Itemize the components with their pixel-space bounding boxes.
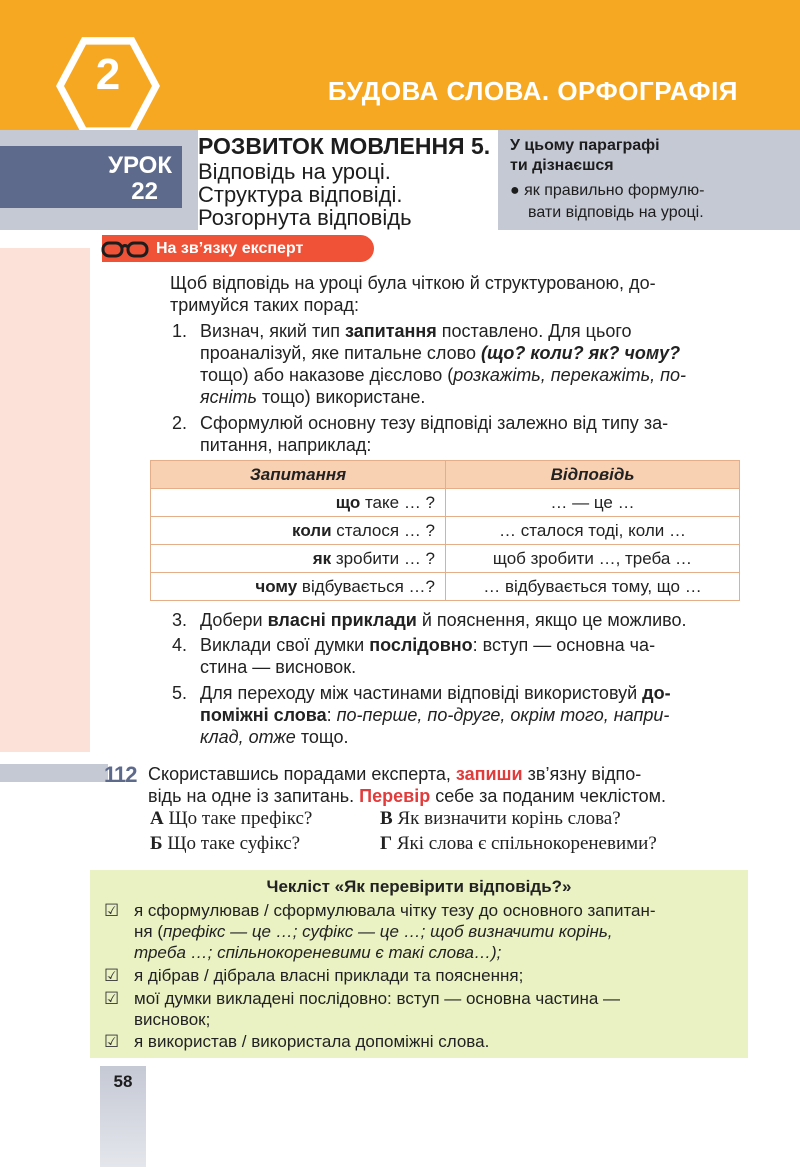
tip-2-line2: питання, наприклад: bbox=[200, 435, 372, 455]
checkbox-icon: ☑ bbox=[104, 901, 120, 921]
tip-1-line3: тощо) або наказове дієслово (розкажіть, перекажіть, по- bbox=[200, 365, 686, 385]
page-number: 58 bbox=[113, 1072, 133, 1091]
chapter-title: БУДОВА СЛОВА. ОРФОГРАФІЯ bbox=[327, 76, 738, 106]
chapter-number: 2 bbox=[95, 50, 121, 99]
table-cell-question: як зробити … ? bbox=[151, 545, 446, 573]
tip-2-line1: Сформулюй основну тезу відповіді залежно від типу за- bbox=[200, 413, 669, 433]
table-row bbox=[151, 517, 740, 545]
lesson-subtitle-1: Відповідь на уроці. bbox=[198, 159, 391, 184]
table-row bbox=[151, 489, 740, 517]
lesson-label: УРОК bbox=[108, 152, 172, 179]
table-header-question: Запитання bbox=[151, 461, 446, 489]
learn-item: ● як правильно формулю- вати відповідь на уроці. bbox=[510, 182, 705, 221]
tip-5-line2: поміжні слова: по-перше, по-друге, окрім того, напри- bbox=[200, 705, 670, 725]
expert-banner-label: На зв’язку експерт bbox=[156, 240, 304, 257]
checklist-item-1-line1: я сформулював / сформулювала чітку тезу до основного запитан- bbox=[134, 901, 656, 920]
checklist-item-3-line2: висновок; bbox=[134, 1010, 211, 1029]
chapter-badge bbox=[56, 34, 160, 138]
checklist-item-4: я використав / використала допоміжні слова. bbox=[134, 1032, 490, 1051]
checklist-item-1-line2: ня (префікс — це …; суфікс — це …; щоб визначити корінь, bbox=[134, 922, 613, 941]
bullet-icon: ● bbox=[510, 182, 520, 199]
checklist-item-3-line1: мої думки викладені послідовно: вступ — основна частина — bbox=[134, 989, 621, 1008]
tip-4-line1: Виклади свої думки послідовно: вступ — основна ча- bbox=[200, 635, 656, 655]
lesson-number: 22 bbox=[131, 178, 158, 205]
checklist-item-1-line3: треба …; спільнокореневими є такі слова…); bbox=[134, 943, 502, 962]
tip-4-number: 4. bbox=[172, 635, 188, 655]
exercise-line1: Скориставшись порадами експерта, запиши зв’язну відпо- bbox=[148, 764, 642, 784]
table-cell-answer: … сталося тоді, коли … bbox=[446, 517, 740, 545]
exercise-option-a: А Що таке префікс? bbox=[150, 808, 313, 829]
table-cell-answer: … відбувається тому, що … bbox=[446, 573, 740, 601]
checkbox-icon: ☑ bbox=[104, 1032, 120, 1052]
exercise-option-b: Б Що таке суфікс? bbox=[150, 833, 301, 854]
tip-5-line3: клад, отже тощо. bbox=[200, 727, 349, 747]
expert-intro-line1: Щоб відповідь на уроці була чіткою й структурованою, до- bbox=[170, 273, 656, 293]
tip-2-number: 2. bbox=[172, 413, 188, 433]
tip-5-line1: Для переходу між частинами відповіді використовуй до- bbox=[200, 683, 671, 703]
table-cell-question: що таке … ? bbox=[151, 489, 446, 517]
table-cell-question: чому відбувається …? bbox=[151, 573, 446, 601]
exercise-bar bbox=[0, 764, 108, 782]
checkbox-icon: ☑ bbox=[104, 966, 120, 986]
lesson-title: РОЗВИТОК МОВЛЕННЯ 5. bbox=[198, 133, 491, 159]
expert-intro-line2: тримуйся таких порад: bbox=[170, 295, 359, 315]
tip-3-number: 3. bbox=[172, 610, 188, 630]
exercise-number: 112 bbox=[104, 762, 137, 787]
tip-4-line2: стина — висновок. bbox=[200, 657, 357, 677]
checkbox-icon: ☑ bbox=[104, 989, 120, 1009]
table-header-row bbox=[151, 461, 740, 489]
exercise-option-v: В Як визначити корінь слова? bbox=[380, 808, 621, 829]
table-cell-answer: … — це … bbox=[446, 489, 740, 517]
tip-1-line1: Визнач, який тип запитання поставлено. Для цього bbox=[200, 321, 632, 341]
lesson-subtitle-2: Структура відповіді. bbox=[198, 182, 403, 207]
table-cell-answer: щоб зробити …, треба … bbox=[446, 545, 740, 573]
tip-5-number: 5. bbox=[172, 683, 188, 703]
checklist-title: Чекліст «Як перевірити відповідь?» bbox=[266, 877, 572, 896]
table-row bbox=[151, 545, 740, 573]
question-answer-table bbox=[150, 460, 740, 601]
tip-1-line4: ясніть тощо) використане. bbox=[200, 387, 426, 407]
tip-1-number: 1. bbox=[172, 321, 188, 341]
table-header-answer: Відповідь bbox=[446, 461, 740, 489]
table-row bbox=[151, 573, 740, 601]
exercise-line2: відь на одне із запитань. Перевір себе за поданим чеклістом. bbox=[148, 786, 667, 806]
tip-3-line1: Добери власні приклади й пояснення, якщо це можливо. bbox=[200, 610, 687, 630]
tip-1-line2: проаналізуй, яке питальне слово (що? коли? як? чому? bbox=[200, 343, 681, 363]
learn-heading: У цьому параграфі ти дізнаєшся bbox=[510, 137, 660, 174]
lesson-heading bbox=[198, 130, 498, 230]
glasses-icon bbox=[100, 238, 150, 260]
checklist-item-2: я дібрав / дібрала власні приклади та пояснення; bbox=[134, 966, 524, 985]
table-cell-question: коли сталося … ? bbox=[151, 517, 446, 545]
exercise-option-h: Г Які слова є спільнокореневими? bbox=[380, 833, 657, 854]
lesson-subtitle-3: Розгорнута відповідь bbox=[198, 205, 412, 230]
